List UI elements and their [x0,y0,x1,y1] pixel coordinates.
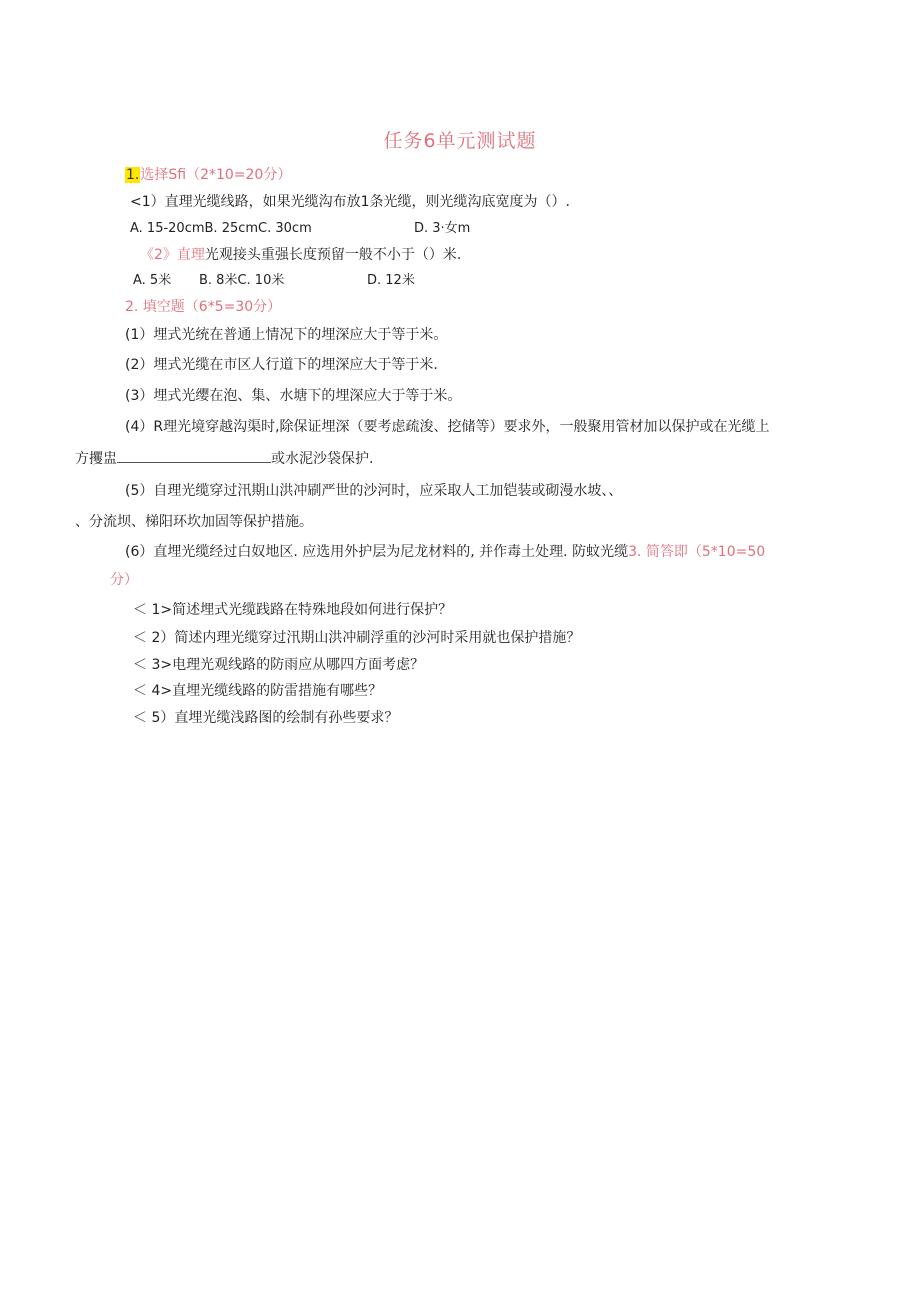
fill-blank [117,448,271,463]
section-fill-heading: 2. 填空题（6*5=30分） [125,299,282,315]
choice-q2-option-a: A. 5米 [133,273,172,288]
choice-q2-option-d: D. 12米 [367,273,415,288]
fill-q4-line2-suffix: 或水泥沙袋保护. [271,451,374,467]
choice-q2-options [133,271,453,291]
section-number-highlight: 1. [126,167,140,183]
fill-q5-line2: 、分流坝、梯阳环坎加固等保护措施。 [75,514,313,530]
choice-q1-options [130,219,471,239]
choice-q2 [140,245,461,265]
fill-q6-text: (6）直埋光缆经过白奴地区. 应选用外护层为尼龙材料的, 并作毒土处理. 防蚊光缆 [125,544,629,560]
fill-q3: (3）埋式光缨在泡、集、水塘下的埋深应大于等于米。 [125,388,462,404]
fill-q5-line1: (5）自理光缆穿过汛期山洪冲刷严世的沙河时，应采取人工加铠装或砌漫水坡、、 [125,483,623,499]
fill-q6 [125,542,765,562]
choice-q1-option-d: D. 3·女m [414,221,471,236]
section-choice-title: 选择Sfi（2*10=20分） [140,167,292,183]
fill-q2: (2）埋式光缆在市区人行道下的埋深应大于等于米. [125,357,438,373]
section-choice-heading [125,165,291,185]
choice-q1: <1）直理光缆线路，如果光缆沟布放1条光缆，则光缆沟底宽度为（）. [130,194,570,210]
choice-q1-options-abc: A. 15-20cmB. 25cmC. 30cm [130,221,312,236]
page-title: 任务6单元测试题 [383,130,537,152]
short-q5: ＜ 5）直埋光缆浅路图的绘制有孙些要求？ [133,710,399,726]
fill-q4-line2 [75,448,373,469]
fill-q4-line2-prefix: 方攫盅 [75,451,117,467]
short-q1: ＜ 1>简述埋式光缆践路在特殊地段如何进行保护？ [133,602,453,618]
fill-q1: (1）埋式光统在普通上情况下的埋深应大于等于米。 [125,327,448,343]
choice-q2-text: 光观接头重强长度预留一般不小于（）米. [204,247,462,263]
fill-q4-line1: (4）R理光境穿越沟渠时,除保证埋深（要考虑疏浚、挖储等）要求外，一般聚用管材加以保护或在光缆上 [125,419,770,435]
choice-q2-options-bc: B. 8米C. 10米 [199,273,285,288]
short-q4: ＜ 4>直埋光缆线路的防雷措施有哪些？ [133,683,383,699]
section-short-heading: 3. 简答即（5*10=50 [628,544,766,560]
choice-q2-prefix: 《2》直理 [140,247,205,263]
short-q2: ＜ 2）简述内理光缆穿过汛期山洪冲刷浮重的沙河时采用就也保护措施？ [133,630,581,646]
section-short-heading-tail: 分） [110,572,138,588]
short-q3: ＜ 3>电理光观线路的防雨应从哪四方面考虑？ [133,657,425,673]
